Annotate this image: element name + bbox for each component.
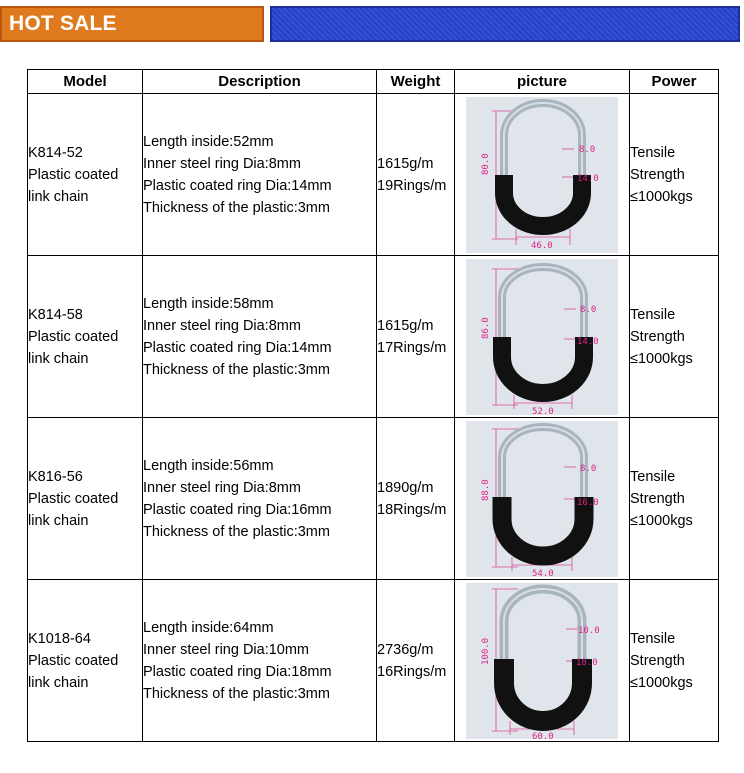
picture-inner-label: 8.0 (579, 144, 596, 155)
chain-link-diagram (466, 421, 618, 577)
model-code: K814-58 (28, 306, 83, 323)
rings-per-meter: 17Rings/m (377, 339, 447, 356)
power-label: Tensile (630, 630, 676, 647)
description-cell (143, 256, 377, 418)
power-value: ≤1000kgs (630, 350, 693, 367)
table-row (28, 580, 719, 742)
model-type-2: link chain (28, 188, 89, 205)
header-row (28, 70, 719, 94)
model-type-2: link chain (28, 350, 89, 367)
picture-outer-label: 14.0 (577, 173, 599, 184)
picture-width-label: 52.0 (532, 406, 554, 415)
picture-height-label: 100.0 (481, 637, 491, 665)
picture-cell (455, 256, 630, 418)
weight-cell (377, 418, 455, 580)
description-cell (143, 580, 377, 742)
desc-thickness: Thickness of the plastic:3mm (143, 361, 330, 378)
header-picture: picture (455, 70, 630, 94)
desc-coated-ring: Plastic coated ring Dia:18mm (143, 663, 332, 680)
model-type-2: link chain (28, 512, 89, 529)
power-label-2: Strength (630, 328, 685, 345)
table-row (28, 94, 719, 256)
model-cell (28, 418, 143, 580)
model-cell (28, 256, 143, 418)
picture-inner-label: 10.0 (578, 625, 600, 636)
desc-length: Length inside:52mm (143, 133, 274, 150)
weight-cell (377, 94, 455, 256)
header-weight: Weight (377, 70, 455, 94)
picture-outer-label: 18.0 (576, 657, 598, 668)
chain-link-diagram (466, 97, 618, 253)
model-type: Plastic coated (28, 166, 119, 183)
chain-link-diagram (466, 259, 618, 415)
desc-thickness: Thickness of the plastic:3mm (143, 199, 330, 216)
weight-cell (377, 256, 455, 418)
table-row (28, 418, 719, 580)
banner-title: HOT SALE SPECIFICATION (9, 12, 173, 67)
rings-per-meter: 19Rings/m (377, 177, 447, 194)
model-type-2: link chain (28, 674, 89, 691)
weight-value: 1615g/m (377, 317, 434, 334)
header-power: Power (630, 70, 719, 94)
power-label: Tensile (630, 306, 676, 323)
desc-inner-ring: Inner steel ring Dia:8mm (143, 317, 301, 334)
picture-inner-label: 8.0 (580, 304, 597, 315)
banner-decor-bar (270, 6, 740, 42)
power-value: ≤1000kgs (630, 674, 693, 691)
model-cell (28, 580, 143, 742)
description-cell (143, 418, 377, 580)
table-row (28, 256, 719, 418)
picture-height-label: 80.0 (481, 152, 491, 175)
power-label: Tensile (630, 468, 676, 485)
power-label-2: Strength (630, 490, 685, 507)
model-code: K1018-64 (28, 630, 91, 647)
picture-outer-label: 14.0 (577, 336, 599, 347)
model-cell (28, 94, 143, 256)
rings-per-meter: 16Rings/m (377, 663, 447, 680)
power-cell (630, 94, 719, 256)
desc-length: Length inside:64mm (143, 619, 274, 636)
picture-width-label: 46.0 (531, 240, 553, 251)
picture-width-label: 54.0 (532, 568, 554, 577)
desc-length: Length inside:58mm (143, 295, 274, 312)
picture-cell (455, 580, 630, 742)
picture-cell (455, 418, 630, 580)
desc-coated-ring: Plastic coated ring Dia:16mm (143, 501, 332, 518)
power-value: ≤1000kgs (630, 188, 693, 205)
model-code: K816-56 (28, 468, 83, 485)
chain-link-diagram (466, 583, 618, 739)
rings-per-meter: 18Rings/m (377, 501, 447, 518)
picture-outer-label: 16.0 (577, 497, 599, 508)
picture-cell (455, 94, 630, 256)
desc-thickness: Thickness of the plastic:3mm (143, 685, 330, 702)
model-code: K814-52 (28, 144, 83, 161)
weight-value: 1615g/m (377, 155, 434, 172)
picture-height-label: 86.0 (481, 316, 491, 339)
spec-table (27, 69, 719, 742)
hot-sale-banner (0, 6, 264, 67)
power-label-2: Strength (630, 652, 685, 669)
picture-height-label: 88.0 (481, 478, 491, 501)
header-model: Model (28, 70, 143, 94)
model-type: Plastic coated (28, 328, 119, 345)
power-value: ≤1000kgs (630, 512, 693, 529)
power-label-2: Strength (630, 166, 685, 183)
power-label: Tensile (630, 144, 676, 161)
desc-coated-ring: Plastic coated ring Dia:14mm (143, 339, 332, 356)
header-description: Description (143, 70, 377, 94)
desc-inner-ring: Inner steel ring Dia:8mm (143, 155, 301, 172)
picture-width-label: 60.0 (532, 731, 554, 739)
desc-length: Length inside:56mm (143, 457, 274, 474)
model-type: Plastic coated (28, 490, 119, 507)
desc-coated-ring: Plastic coated ring Dia:14mm (143, 177, 332, 194)
desc-inner-ring: Inner steel ring Dia:8mm (143, 479, 301, 496)
desc-thickness: Thickness of the plastic:3mm (143, 523, 330, 540)
weight-cell (377, 580, 455, 742)
power-cell (630, 418, 719, 580)
power-cell (630, 580, 719, 742)
description-cell (143, 94, 377, 256)
picture-inner-label: 8.0 (580, 463, 597, 474)
desc-inner-ring: Inner steel ring Dia:10mm (143, 641, 310, 658)
power-cell (630, 256, 719, 418)
weight-value: 2736g/m (377, 641, 434, 658)
weight-value: 1890g/m (377, 479, 434, 496)
model-type: Plastic coated (28, 652, 119, 669)
